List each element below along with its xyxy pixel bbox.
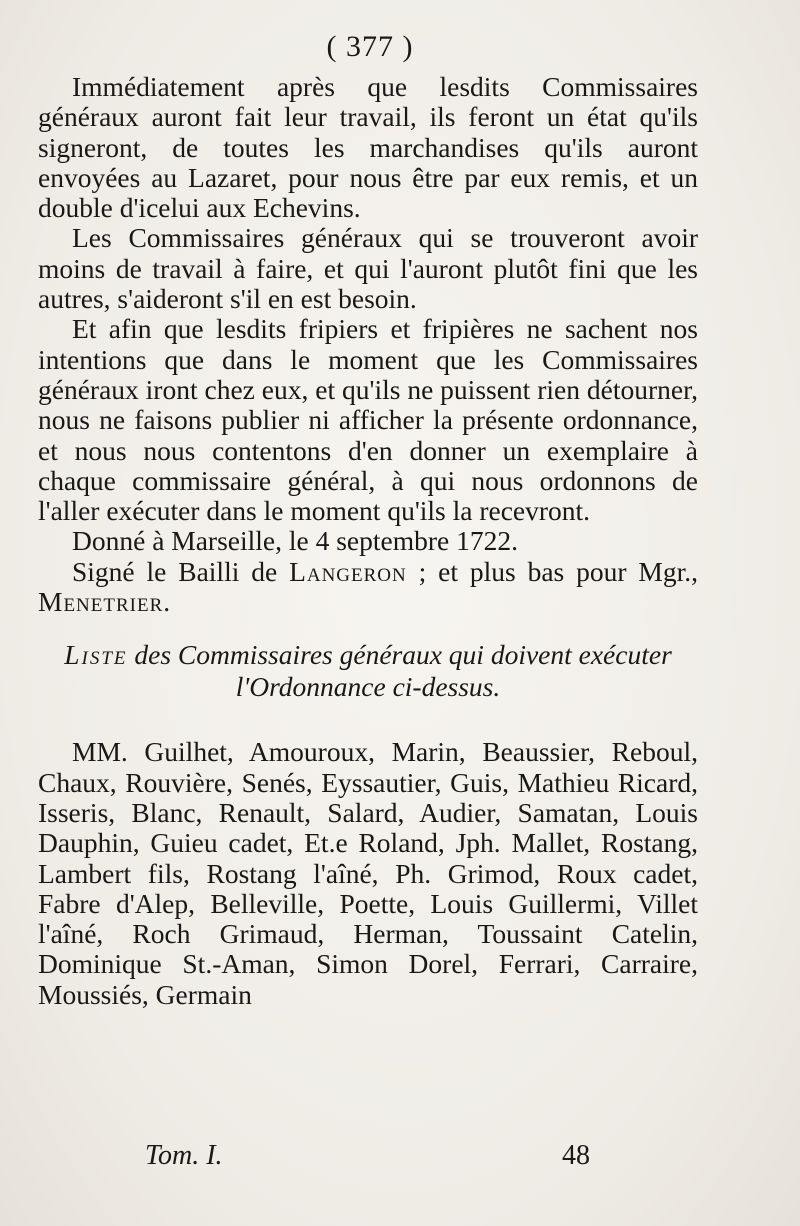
commissioners-list: MM. Guilhet, Amouroux, Marin, Beaussier, Reboul, Chaux, Rouvière, Senés, Eyssautier, Guis, Mathieu Ricard, Isseris, Blanc, Renault, Salard, Audier, Samatan, Louis Dauphin, Guieu cadet, Et.e Roland, Jph. Mallet, Rostang, Lambert fils, Rostang l'aîné, Ph. Grimod, Roux cadet, Fabre d'Alep, Belleville, Poette, Louis Guillermi, Villet l'aîné, Roch Grimaud, Herman, Toussaint Catelin, Dominique St.-Aman, Simon Dorel, Ferrari, Carraire, Moussiés, Germain xyxy=(38,736,698,1010)
page-number: ( 377 ) xyxy=(326,30,414,63)
paragraph-mutual-aid: Les Commissaires généraux qui se trouveront avoir moins de travail à faire, et qui l'auront plutôt fini que les autres, s'aideront s'il en est besoin. xyxy=(38,222,698,315)
list-title-rest: des Commissaires généraux qui doivent exécuter l'Ordonnance ci-dessus. xyxy=(127,639,672,703)
signature-prefix: Signé le Bailli de xyxy=(72,555,290,587)
volume-label: Tom. I. xyxy=(145,1140,223,1171)
paragraph-secrecy: Et afin que lesdits fripiers et fripières ne sachent nos intentions que dans le moment que les Commissaires généraux iront chez eux, et qu'ils ne puissent rien détourner, nous ne faisons publier ni afficher la présente ordonnance, et nous nous contentons d'en donner un exemplaire à chaque commissaire général, à qui nous ordonnons de l'aller exécuter dans le moment qu'ils la recevront. xyxy=(38,313,698,527)
signatory-langeron: Langeron xyxy=(289,555,407,587)
signature-line xyxy=(38,557,698,618)
signatory-menetrier: Menetrier xyxy=(38,586,164,618)
signature-middle: ; et plus bas pour Mgr., xyxy=(406,555,698,587)
signature-suffix: . xyxy=(163,586,171,618)
paragraph-commissioners-report: Immédiatement après que lesdits Commissaires généraux auront fait leur travail, ils feront un état qu'ils signeront, de toutes les marchandises qu'ils auront envoyées au Lazaret, pour nous être par eux remis, et un double d'icelui aux Echevins. xyxy=(38,71,698,224)
page-footer xyxy=(0,1140,800,1180)
ordinance-text xyxy=(38,72,698,1038)
list-title-lead: Liste xyxy=(64,639,128,671)
list-title xyxy=(38,639,698,703)
paragraph-date: Donné à Marseille, le 4 septembre 1722. xyxy=(72,525,518,557)
signature-mark: 48 xyxy=(562,1140,590,1171)
